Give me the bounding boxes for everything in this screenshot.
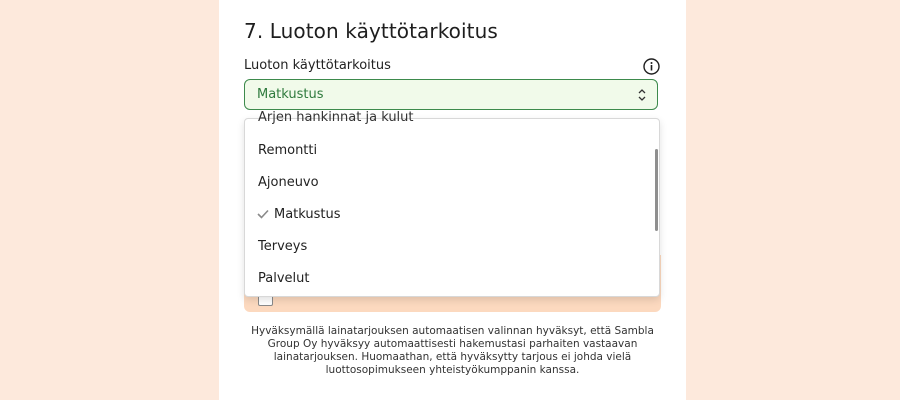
select-value: Matkustus [257,87,324,102]
option-label: Remontti [258,143,318,158]
info-icon[interactable] [643,58,660,75]
form-panel [219,0,686,400]
dropdown-option-matkustus[interactable] [245,199,645,231]
purpose-field-label: Luoton käyttötarkoitus [244,58,391,73]
dropdown-option-remontti[interactable] [245,135,645,167]
scrollbar-thumb[interactable] [655,149,658,231]
section-title: 7. Luoton käyttötarkoitus [244,19,498,43]
option-label: Palvelut [258,271,310,286]
dropdown-scrollbar[interactable] [651,119,659,296]
option-label: Terveys [258,239,308,254]
purpose-select[interactable] [244,79,658,110]
dropdown-option-palvelut[interactable] [245,263,645,295]
dropdown-option-ajoneuvo[interactable] [245,167,645,199]
purpose-dropdown-list[interactable] [244,110,660,297]
dropdown-option-terveys[interactable] [245,231,645,263]
dropdown-option-partial[interactable]: Arjen hankinnat ja kulut [258,110,414,125]
option-label: Matkustus [274,207,341,222]
check-icon [257,209,269,219]
chevron-up-down-icon [637,88,647,102]
disclaimer-text: Hyväksymällä lainatarjouksen automaatisen valinnan hyväksyt, että Sambla Group Oy hyväksyy automaattisesti hakemustasi parhaiten vastaavan lainatarjouksen. Huomaathan, että hyväksytty tarjous ei johda vielä luottosopimukseen yhteistyökumppanin kanssa. [251,325,654,376]
option-label: Ajoneuvo [258,175,319,190]
